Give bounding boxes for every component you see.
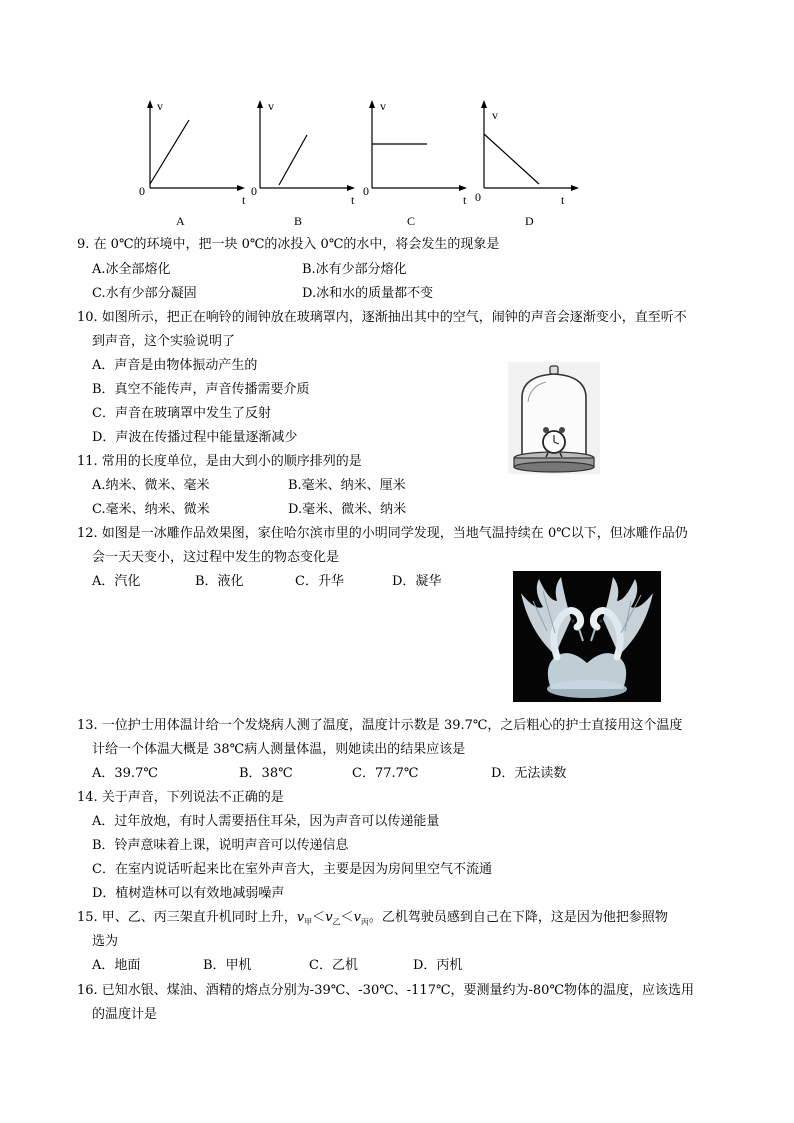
q12-stem-line2: 会一天天变小，这过程中发生的物态变化是 [92, 550, 340, 565]
bell-jar-figure [508, 362, 600, 474]
q16-stem-line1: 16. 已知水银、煤油、酒精的熔点分别为-39℃、-30℃、-117℃，要测量约为-80℃物体的温度，应该选用 [77, 983, 694, 998]
q9-option-b: B.冰有少部分熔化 [302, 262, 407, 277]
q11-stem: 11. 常用的长度单位，是由大到小的顺序排列的是 [77, 454, 362, 469]
q15-stem-suffix: 。乙机驾驶员感到自己在下降，这是因为他把参照物 [368, 910, 668, 925]
graph-a [135, 98, 250, 208]
q12-option-b: B．液化 [195, 574, 244, 589]
less-than-2: ＜ [340, 910, 354, 925]
q14-option-c: C．在室内说话听起来比在室外声音大，主要是因为房间里空气不流通 [92, 862, 492, 877]
q11-option-d: D.毫米、微米、纳米 [288, 502, 407, 517]
q9-option-c: C.水有少部分凝固 [92, 286, 197, 301]
sub-yi: 乙 [332, 917, 341, 927]
q11-option-a: A.纳米、微米、毫米 [92, 478, 210, 493]
q13-option-c: C．77.7℃ [352, 766, 419, 781]
graph-a-origin: 0 [139, 184, 145, 198]
q14-option-b: B．铃声意味着上课，说明声音可以传递信息 [92, 838, 349, 853]
graph-b-origin: 0 [251, 184, 257, 198]
q10-stem-line1: 10. 如图所示，把正在响铃的闹钟放在玻璃罩内，逐渐抽出其中的空气，闹钟的声音会逐渐变小，直至听不 [77, 310, 687, 325]
q9-stem: 9. 在 0℃的环境中，把一块 0℃的冰投入 0℃的水中，将会发生的现象是 [77, 237, 500, 252]
v-yi: v [325, 910, 333, 925]
graph-a-line [150, 120, 189, 184]
graph-b-line [279, 135, 307, 185]
graph-b-v: v [268, 99, 274, 113]
q14-option-d: D．植树造林可以有效地减弱噪声 [92, 886, 285, 901]
sub-jia: 甲 [304, 917, 313, 927]
q9-option-d: D.冰和水的质量都不变 [302, 286, 434, 301]
graph-a-label: A [176, 214, 185, 228]
q12-stem-line1: 12. 如图是一冰雕作品效果图，家住哈尔滨市里的小明同学发现，当地气温持续在 0℃以下，但冰雕作品仍 [77, 526, 688, 541]
q10-option-b: B．真空不能传声，声音传播需要介质 [92, 382, 310, 397]
ice-sculpture-photo [513, 571, 661, 702]
less-than-1: ＜ [312, 910, 326, 925]
q9-option-a: A.冰全部熔化 [92, 262, 171, 277]
q15-option-a: A．地面 [92, 958, 141, 973]
graph-b [245, 98, 360, 208]
q12-option-a: A．汽化 [92, 574, 141, 589]
q13-stem-line1: 13. 一位护士用体温计给一个发烧病人测了温度，温度计示数是 39.7℃，之后粗心的护士直接用这个温度 [77, 718, 683, 733]
graph-c [357, 98, 472, 208]
q10-option-c: C．声音在玻璃罩中发生了反射 [92, 406, 271, 421]
q15-stem-line2: 选为 [92, 934, 119, 949]
q15-stem-prefix: 15. 甲、乙、丙三架直升机同时上升， [77, 910, 297, 925]
graph-c-v: v [380, 99, 386, 113]
q13-stem-line2: 计给一个体温大概是 38℃病人测量体温，则她读出的结果应该是 [92, 742, 466, 757]
graph-c-origin: 0 [363, 184, 369, 198]
q12-option-d: D．凝华 [392, 574, 442, 589]
v-jia: v [296, 910, 305, 925]
graph-b-label: B [294, 214, 303, 228]
q10-option-a: A．声音是由物体振动产生的 [92, 358, 258, 373]
graph-a-t: t [242, 193, 246, 207]
graph-a-v: v [157, 99, 163, 113]
q11-option-b: B.毫米、纳米、厘米 [288, 478, 406, 493]
graph-d [469, 98, 584, 208]
q14-stem: 14. 关于声音，下列说法不正确的是 [77, 790, 284, 805]
sub-bing: 丙 [360, 917, 369, 927]
graph-d-line [484, 134, 539, 184]
graph-d-v: v [492, 108, 498, 122]
graph-c-t: t [463, 193, 467, 207]
v-bing: v [353, 910, 361, 925]
graph-b-t: t [351, 193, 355, 207]
q16-stem-line2: 的温度计是 [92, 1007, 158, 1022]
q10-stem-line2: 到声音，这个实验说明了 [92, 334, 236, 349]
q15-option-d: D．丙机 [413, 958, 463, 973]
q11-option-c: C.毫米、纳米、微米 [92, 502, 210, 517]
graph-d-t: t [561, 193, 565, 207]
q15-option-b: B．甲机 [203, 958, 252, 973]
q15-stem-line1 [77, 909, 668, 932]
graph-d-label: D [525, 214, 534, 228]
q13-option-b: B．38℃ [239, 766, 293, 781]
q10-option-d: D．声波在传播过程中能量逐渐减少 [92, 430, 298, 445]
graph-c-label: C [407, 214, 416, 228]
graph-d-origin: 0 [475, 190, 481, 204]
q13-option-a: A．39.7℃ [92, 766, 158, 781]
q15-option-c: C．乙机 [309, 958, 358, 973]
q12-option-c: C．升华 [295, 574, 344, 589]
q14-option-a: A．过年放炮，有时人需要捂住耳朵，因为声音可以传递能量 [92, 814, 440, 829]
q13-option-d: D．无法读数 [491, 766, 567, 781]
